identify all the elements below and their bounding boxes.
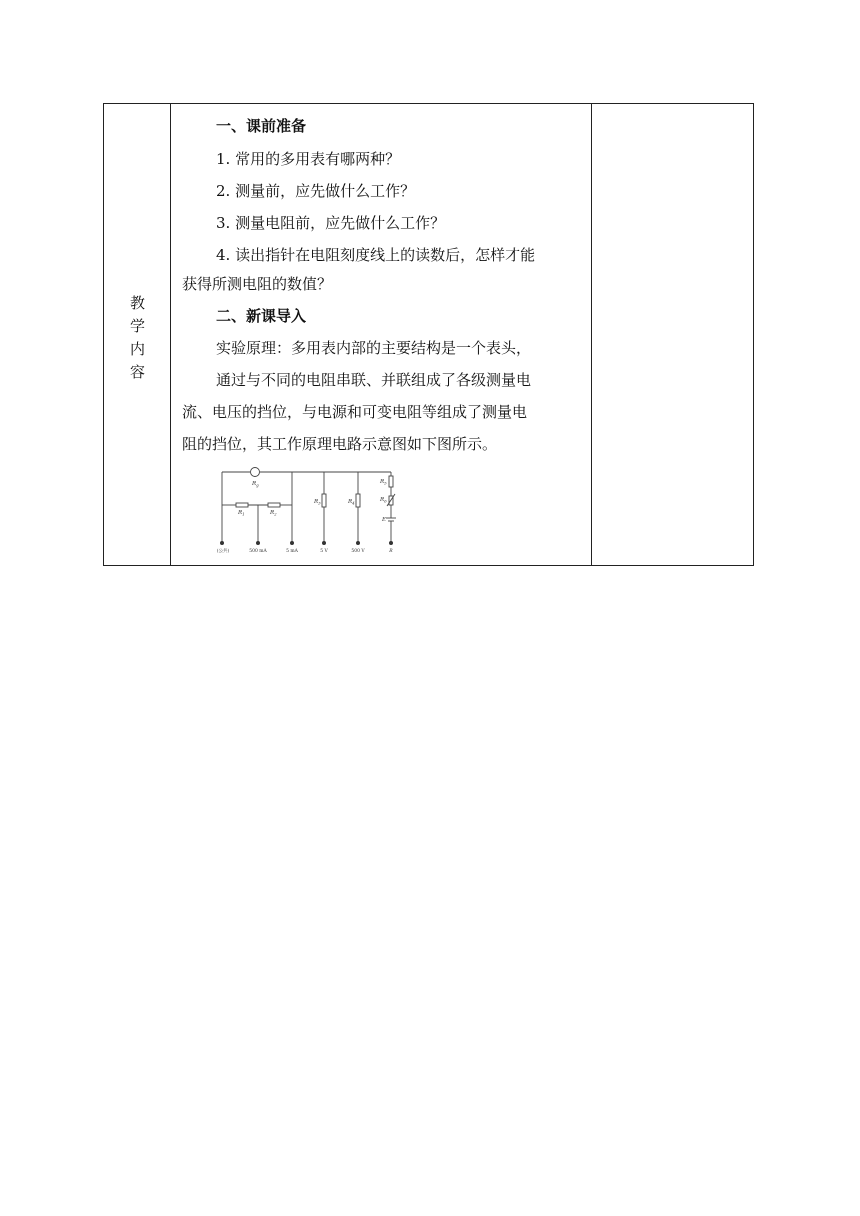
right-column-divider — [591, 104, 592, 565]
terminal-label: 500 mA — [249, 549, 267, 554]
terminal-500v[interactable] — [356, 541, 360, 545]
teaching-content-label — [104, 292, 171, 384]
terminal-label: 5 V — [320, 549, 328, 554]
principle-line2: 通过与不同的电阻串联、并联组成了各级测量电 — [216, 371, 532, 389]
question-2: 2. 测量前，应先做什么工作？ — [216, 182, 416, 200]
content-cell — [172, 104, 591, 565]
label-r5: $R_5$ — [380, 479, 387, 486]
lesson-table — [103, 103, 754, 566]
label-char: 容 — [129, 363, 145, 381]
label-r1: $R_1$ — [238, 510, 245, 517]
label-r2: $R_2$ — [270, 510, 277, 517]
terminal-5ma[interactable] — [290, 541, 294, 545]
multimeter-circuit-diagram — [218, 464, 418, 554]
label-char: 内 — [129, 340, 145, 358]
principle-line3: 流、电压的挡位，与电源和可变电阻等组成了测量电 — [182, 403, 528, 421]
label-r3: $R_3$ — [314, 499, 321, 506]
section1-heading: 一、课前准备 — [216, 117, 307, 135]
principle-line4: 阻的挡位，其工作原理电路示意图如下图所示。 — [182, 435, 498, 453]
principle-line1: 实验原理：多用表内部的主要结构是一个表头， — [216, 339, 532, 357]
terminal-5v[interactable] — [322, 541, 326, 545]
question-4-line2: 获得所测电阻的数值？ — [182, 275, 333, 293]
label-e: E — [382, 517, 387, 523]
terminal-label: R — [389, 549, 393, 554]
label-char: 教 — [129, 294, 145, 312]
label-rg: $R_g$ — [252, 481, 259, 488]
label-r6: $R_6$ — [380, 497, 387, 504]
section2-heading: 二、新课导入 — [216, 307, 307, 325]
label-r4: $R_4$ — [348, 499, 355, 506]
terminal-ohm[interactable] — [389, 541, 393, 545]
terminal-label: (公共) — [216, 549, 230, 554]
label-char: 学 — [129, 317, 145, 335]
question-4-line1: 4. 读出指针在电阻刻度线上的读数后，怎样才能 — [216, 246, 536, 264]
terminal-common[interactable] — [220, 541, 224, 545]
label-column — [104, 104, 171, 565]
terminal-label: 500 V — [351, 549, 365, 554]
question-3: 3. 测量电阻前，应先做什么工作？ — [216, 214, 446, 232]
terminal-label: 5 mA — [286, 549, 298, 554]
question-1: 1. 常用的多用表有哪两种？ — [216, 150, 401, 168]
terminal-500ma[interactable] — [256, 541, 260, 545]
